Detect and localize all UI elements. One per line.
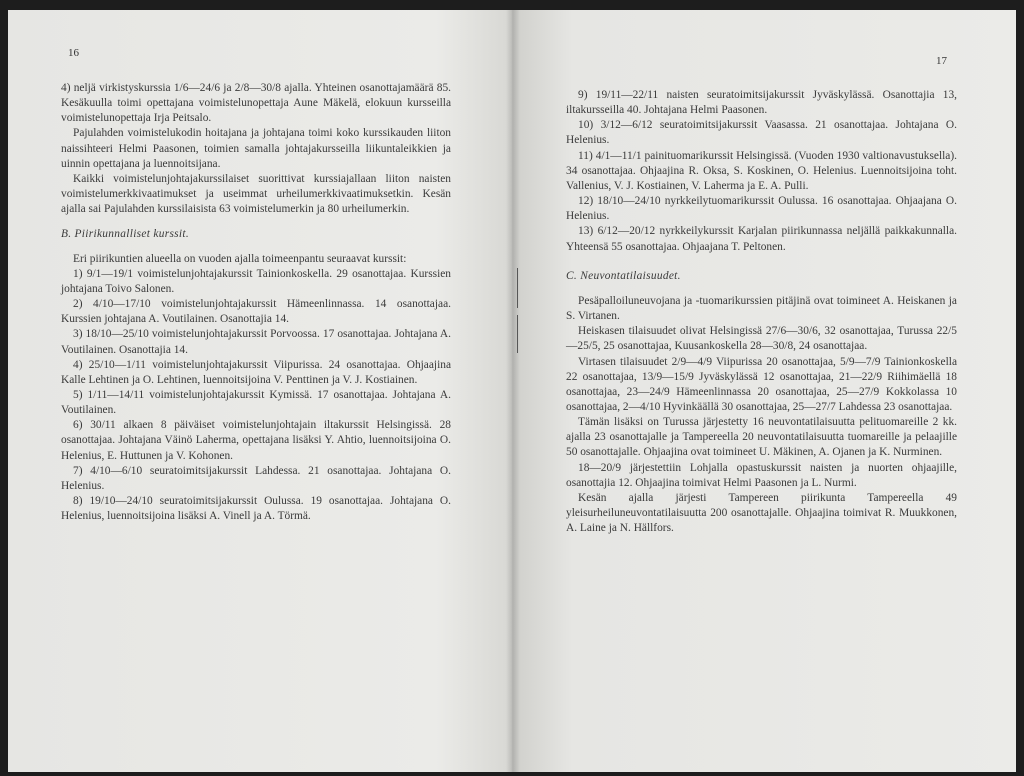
list-item: 13) 6/12—20/12 nyrkkeilykurssit Karjalan piirikunnassa neljällä paikkakunnalla. Yhteensä 55 osanottajaa. Ohjaajana T. Peltonen. xyxy=(566,225,957,253)
paragraph: Heiskasen tilaisuudet olivat Helsingissä 27/6—30/6, 32 osanottajaa, Turussa 22/5—25/5, 25 osanottajaa, Kuusankoskella 28—30/8, 24 osanottajaa. xyxy=(566,325,957,353)
list-item: 4) 25/10—1/11 voimistelunjohtajakurssit Viipurissa. 24 osanottajaa. Ohjaajina Kalle Lehtinen ja O. Lehtinen, luennoitsijoina V. Penttinen ja V. J. Kostiainen. xyxy=(61,358,451,386)
paragraph: Virtasen tilaisuudet 2/9—4/9 Viipurissa 20 osanottajaa, 5/9—7/9 Tainionkoskella 22 osanottajaa, 13/9—15/9 Jyväskylässä 12 osanottajaa, 21—22/9 Riihimäellä 18 osanottajaa, 23—24/9 Hämeenlinnassa 20 osanottajaa, 25—27/9 Kokkolassa 10 osanottajaa, 2—4/10 Hyvinkäällä 30 osanottajaa, 25—27/7 Lahdessa 23 osanottajaa. xyxy=(566,355,957,413)
paragraph: Kaikki voimistelunjohtajakurssilaiset suorittivat kurssiajallaan liiton naisten voimistelumerkkivaatimukset ja useimmat urheilumerkkivaatimuksetkin. Kesän ajalla sai Pajulahden kurssilaisista 63 voimistelumerkin ja 80 urheilumerkin. xyxy=(61,172,451,216)
list-item: 6) 30/11 alkaen 8 päiväiset voimistelunjohtajain iltakurssit Helsingissä. 28 osanottajaa. Johtajana Väinö Laherma, opettajana lisäksi Y. Ahtio, luennoitsijoina O. Helenius, E. Huttunen ja V. Kohonen. xyxy=(61,419,451,462)
list-item: 8) 19/10—24/10 seuratoimitsijakurssit Oulussa. 19 osanottajaa. Johtajana O. Helenius, luennoitsijoina lisäksi A. Vinell ja A. Törmä. xyxy=(61,495,451,523)
list-item: 2) 4/10—17/10 voimistelunjohtajakurssit Hämeenlinnassa. 14 osanottajaa. Kurssien johtajana A. Voutilainen. Osanottajia 14. xyxy=(61,298,451,326)
section-heading: C. Neuvontatilaisuudet. xyxy=(566,269,681,282)
left-text-column xyxy=(61,81,451,524)
right-page xyxy=(512,10,1016,772)
paragraph: Pajulahden voimistelukodin hoitajana ja johtajana toimi koko kurssikauden liiton naissihteeri Helmi Paasonen, toimien samalla johtajakursseilla liikuntaleikkien ja uinnin opettajana ja luennoitsijana. xyxy=(61,127,451,170)
list-item: 5) 1/11—14/11 voimistelunjohtajakurssit Kymissä. 17 osanottajaa. Johtajana A. Voutilainen. xyxy=(61,388,451,417)
page-number: 16 xyxy=(68,47,79,59)
right-text-column xyxy=(566,88,957,536)
list-item: 12) 18/10—24/10 nyrkkeilytuomarikurssit Oulussa. 16 osanottajaa. Ohjaajana O. Helenius. xyxy=(566,195,957,223)
paragraph: 18—20/9 järjestettiin Lohjalla opastuskurssit naisten ja nuorten ohjaajille, osanottajia 12. Ohjaajina toimivat Helmi Paasonen ja L. Nurmi. xyxy=(566,461,957,489)
list-item: 7) 4/10—6/10 seuratoimitsijakurssit Lahdessa. 21 osanottajaa. Johtajana O. Helenius. xyxy=(61,464,451,492)
paragraph: 4) neljä virkistyskurssia 1/6—24/6 ja 2/8—30/8 ajalla. Yhteinen osanottajamäärä 85. Kesäkuulla toimi opettajana voimistelunopettaja Aune Mäkelä, elokuun kursseilla voimistelunopettaja Irja Peitsalo. xyxy=(61,82,451,125)
list-item: 11) 4/1—11/1 painituomarikurssit Helsingissä. (Vuoden 1930 valtionavustuksella). 34 osanottajaa. Ohjaajina R. Oksa, S. Koskinen, O. Helenius. Luennoitsijoina toht. Vallenius, V. J. Kostiainen, V. Laherma ja E. A. Pulli. xyxy=(566,149,957,192)
paragraph: Eri piirikuntien alueella on vuoden ajalla toimeenpantu seuraavat kurssit: xyxy=(73,252,407,265)
page-number: 17 xyxy=(936,55,947,67)
list-item: 10) 3/12—6/12 seuratoimitsijakurssit Vaasassa. 21 osanottajaa. Johtajana O. Helenius. xyxy=(566,119,957,147)
paragraph: Pesäpalloiluneuvojana ja -tuomarikurssien pitäjinä ovat toimineet A. Heiskanen ja S. Virtanen. xyxy=(566,294,957,323)
book-gutter xyxy=(506,10,520,772)
list-item: 9) 19/11—22/11 naisten seuratoimitsijakurssit Jyväskylässä. Osanottajia 13, iltakursseilla 40. Johtajana Helmi Paasonen. xyxy=(566,89,957,117)
list-item: 1) 9/1—19/1 voimistelunjohtajakurssit Tainionkoskella. 29 osanottajaa. Kurssien johtajana Toivo Salonen. xyxy=(61,267,451,295)
list-item: 3) 18/10—25/10 voimistelunjohtajakurssit Porvoossa. 17 osanottajaa. Johtajana A. Voutilainen. Osanottajia 14. xyxy=(61,328,451,356)
section-heading: B. Piirikunnalliset kurssit. xyxy=(61,228,189,241)
left-page xyxy=(8,10,512,772)
book-spread xyxy=(8,10,1016,772)
paragraph: Kesän ajalla järjesti Tampereen piirikunta Tampereella 49 yleisurheiluneuvontatilaisuutta 200 osanottajalle. Ohjaajina toimivat R. Muukkonen, A. Laine ja N. Hällfors. xyxy=(566,491,957,535)
paragraph: Tämän lisäksi on Turussa järjestetty 16 neuvontatilaisuutta pelituomareille 2 kk. ajalla 23 osanottajalle ja Tampereella 20 neuvontatilaisuutta tuomareille ja pelaajille 50 osanottajalle. Ohjaajina ovat toimineet U. Mäkinen, A. Ojanen ja K. Nurminen. xyxy=(566,416,957,459)
